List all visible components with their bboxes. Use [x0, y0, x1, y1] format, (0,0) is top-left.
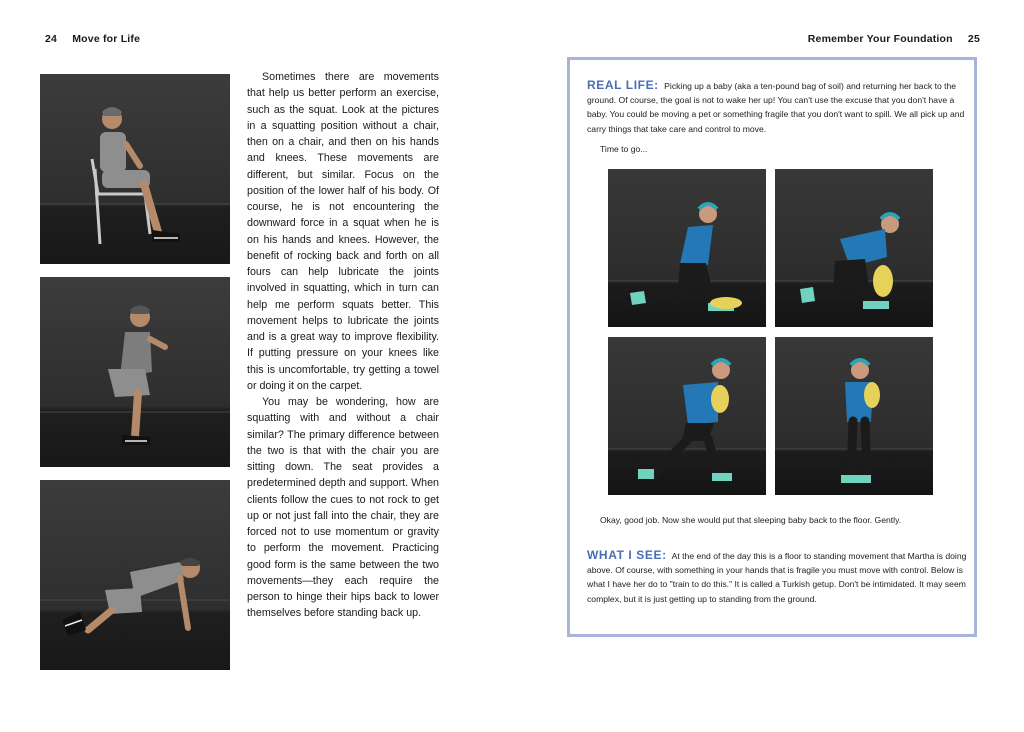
- photo-sequence-standing: [775, 337, 933, 495]
- real-life-sidebar: [567, 57, 977, 637]
- running-title-right: Remember Your Foundation: [807, 33, 953, 45]
- page-number-left: 24: [45, 33, 58, 45]
- photo-sequence-rising: [608, 337, 766, 495]
- running-head-left: [45, 33, 140, 45]
- okay-good-job-text: Okay, good job. Now she would put that sleeping baby back to the floor. Gently.: [600, 515, 902, 525]
- body-paragraph: Sometimes there are movements that help us better perform an exercise, such as the squat. Look at the pictures in a squatting position without a chair, then on a chair, and then on his hands and knees. These movements are different, but similar. Focus on the position of the lower half of his body. Of course, he is not encountering the downward force in a squat when he is on his hands and knees. However, the benefit of rocking back and forth on all fours can help lubricate the joints involved in squatting, which in turn can help me perform squats better. This movement helps to lubricate the joints and is a great way to improve flexibility. If putting pressure on your knees like this is uncomfortable, try getting a towel or doing it on the carpet.: [247, 71, 439, 392]
- real-life-heading: REAL LIFE:: [587, 78, 659, 92]
- photo-sequence-kneeling: [608, 169, 766, 327]
- body-text-left: [247, 69, 439, 622]
- running-head-right: [808, 33, 980, 45]
- what-i-see-text: At the end of the day this is a floor to standing movement that Martha is doing above. Of course, with something in your hands that is fragile you must move with control. Below is what I have her do to "train to do this." It is called a Turkish getup. Don't be intimidated. It may seem complex, but it is just getting up to standing from the ground.: [587, 551, 967, 604]
- time-to-go-text: Time to go...: [600, 144, 648, 154]
- what-i-see-heading: WHAT I SEE:: [587, 548, 667, 562]
- running-title-left: Move for Life: [72, 33, 141, 45]
- photo-sequence-lifting: [775, 169, 933, 327]
- real-life-paragraph: [587, 78, 967, 136]
- page-number-right: 25: [967, 33, 980, 45]
- photo-chair-squat: [40, 74, 230, 264]
- photo-all-fours-rock: [40, 480, 230, 670]
- what-i-see-paragraph: [587, 548, 967, 606]
- body-paragraph: You may be wondering, how are squatting with and without a chair similar? The primary difference between the two is that with the chair you are sitting down. The seat provides a predetermined depth and support. When clients follow the cues to not rock to get up or not just fall into the chair, they are forced not to use momentum or gravity to perform the movement. Practicing good form is the same between the two movements—they each require the person to hinge their hips back to lower themselves before standing back up.: [247, 396, 439, 620]
- real-life-text: Picking up a baby (aka a ten-pound bag of soil) and returning her back to the ground. Of course, the goal is not to wake her up! You can't use the excuse that you don't have a baby. You could be moving a pet or something fragile that you don't want to spill. We all pick up and carry things that take care and control to move.: [587, 81, 965, 134]
- photo-squat: [40, 277, 230, 467]
